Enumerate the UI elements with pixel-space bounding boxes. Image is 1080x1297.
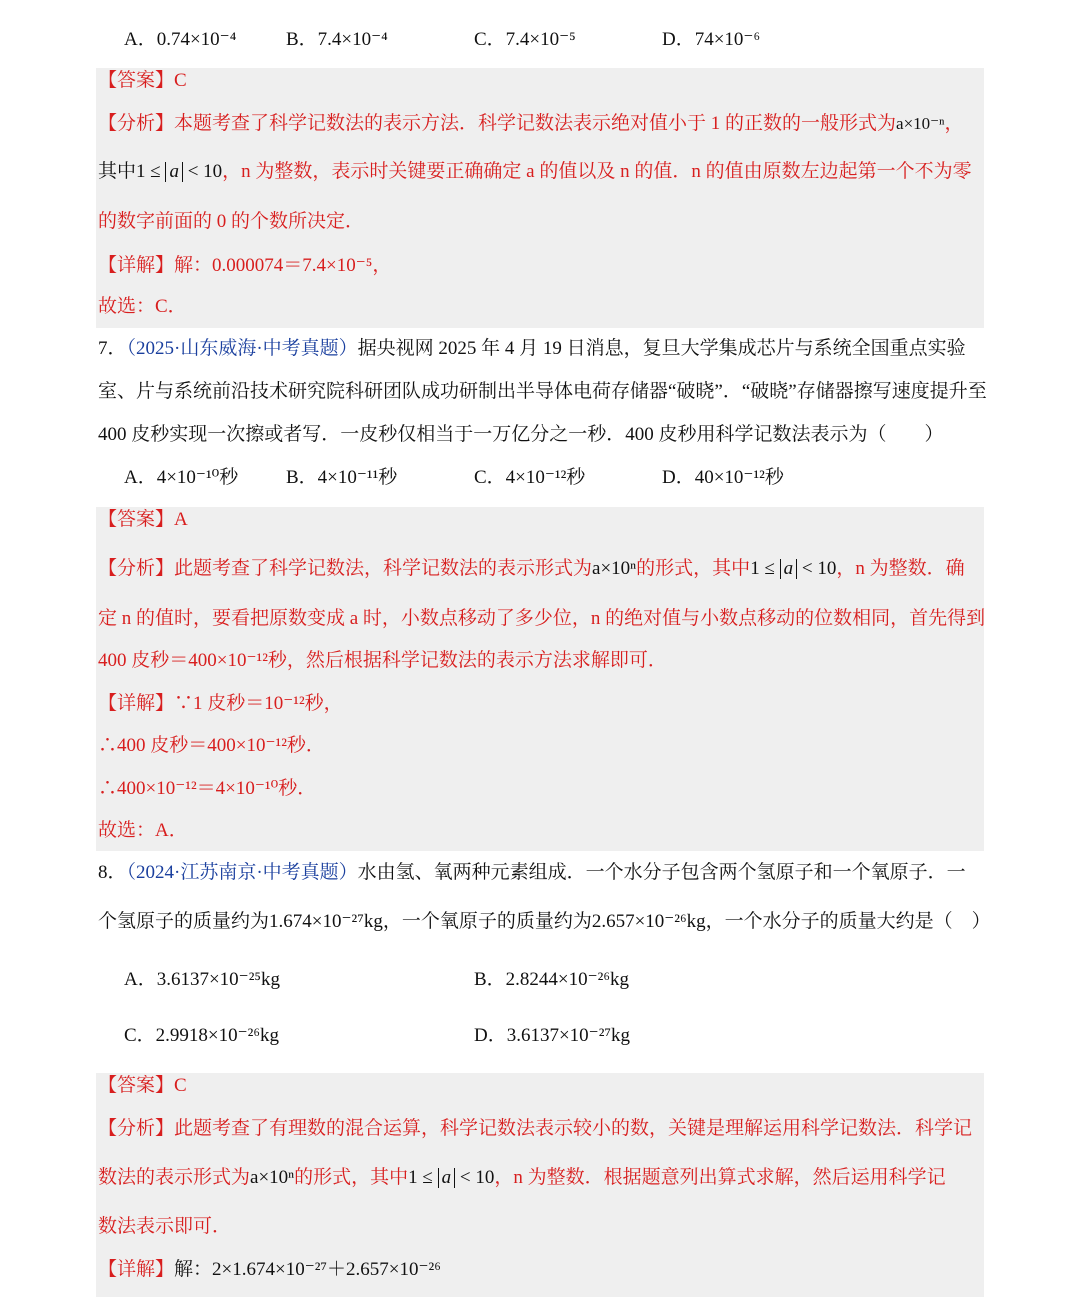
abs-a (438, 1168, 456, 1188)
q6-answer (98, 68, 187, 94)
range-suffix: < 10 (459, 1167, 495, 1188)
q6-option-d[interactable]: D．74×10⁻⁶ (662, 29, 761, 50)
q7-number: 7． (98, 338, 127, 359)
analysis-text: 本题考查了科学记数法的表示方法．科学记数法表示绝对值小于 1 的正数的一般形式为 (174, 113, 897, 134)
q8-stem-text-1: 水由氢、氧两种元素组成．一个水分子包含两个氢原子和一个氧原子．一 (357, 862, 966, 883)
q7-stem-line-3: 400 皮秒实现一次擦或者写．一皮秒仅相当于一万亿分之一秒．400 皮秒用科学记数法表示为（ ） (98, 424, 944, 445)
range-suffix: < 10 (801, 558, 837, 579)
q7-option-c[interactable]: C．4×10⁻¹²秒 (474, 467, 586, 488)
q8-answer (98, 1073, 187, 1099)
range-suffix: < 10 (187, 161, 223, 182)
answer-value: C (174, 1075, 187, 1096)
analysis-tag: 【分析】 (98, 1118, 175, 1139)
answer-value: C (174, 70, 187, 91)
q7-analysis-line-1 (98, 556, 965, 582)
q8-options (124, 967, 984, 1051)
q6-detail (98, 253, 391, 279)
q7-option-a[interactable]: A．4×10⁻¹⁰秒 (124, 467, 239, 488)
q8-source: （2024·江苏南京·中考真题） (126, 862, 358, 883)
analysis-text: 此题考查了有理数的混合运算，科学记数法表示较小的数，关键是理解运用科学记数法．科学记 (174, 1118, 973, 1139)
analysis-text: 此题考查了科学记数法，科学记数法的表示形式为 (174, 558, 593, 579)
detail-tag: 【详解】 (98, 255, 175, 276)
q8-option-c[interactable]: C．2.9918×10⁻²⁶kg (124, 1025, 279, 1046)
q6-conclusion: 故选：C． (98, 296, 187, 317)
q7-stem-text-1: 据央视网 2025 年 4 月 19 日消息，复旦大学集成芯片与系统全国重点实验 (357, 338, 966, 359)
analysis-text-c: ，n 为整数．确 (836, 558, 965, 579)
abs-a-value: a (169, 161, 179, 182)
q6-option-b[interactable]: B．7.4×10⁻⁴ (286, 29, 388, 50)
abs-a (165, 162, 183, 182)
abs-a-value: a (783, 558, 794, 579)
q8-option-b[interactable]: B．2.8244×10⁻²⁶kg (474, 969, 629, 990)
analysis-text-a: 数法的表示形式为 (98, 1167, 251, 1188)
formula-general: a×10ⁿ (592, 558, 637, 579)
detail-text: 解：2×1.674×10⁻²⁷＋2.657×10⁻²⁶ (174, 1259, 441, 1280)
q6-option-a[interactable]: A．0.74×10⁻⁴ (124, 29, 237, 50)
detail-text: 解：0.000074＝7.4×10⁻⁵， (174, 255, 392, 276)
range-le: 1 ≤ (408, 1167, 433, 1188)
q6-options (124, 27, 984, 53)
formula-general: a×10ⁿ (250, 1167, 295, 1188)
q7-conclusion: 故选：A． (98, 820, 188, 841)
q8-option-a[interactable]: A．3.6137×10⁻²⁵kg (124, 969, 281, 990)
q6-solution-box (96, 68, 984, 328)
q7-answer (98, 507, 188, 533)
q7-option-d[interactable]: D．40×10⁻¹²秒 (662, 467, 784, 488)
q8-stem-line-2: 个氢原子的质量约为1.674×10⁻²⁷kg，一个氧原子的质量约为2.657×10⁻²⁶kg，一个水分子的质量大约是（ ） (98, 911, 991, 932)
q8-analysis-line-1 (98, 1116, 972, 1142)
q7-detail-3: ∴400×10⁻¹²＝4×10⁻¹⁰秒． (98, 778, 317, 799)
answer-tag: 【答案】 (98, 509, 175, 530)
answer-tag: 【答案】 (98, 1075, 175, 1096)
q8-number: 8． (98, 862, 127, 883)
analysis-tag: 【分析】 (98, 113, 175, 134)
analysis-text-b: 的形式，其中 (636, 558, 751, 579)
range-le: 1 ≤ (750, 558, 775, 579)
q6-analysis-line-3: 的数字前面的 0 的个数所决定． (98, 211, 365, 232)
q8-detail (98, 1257, 441, 1283)
detail-text: ∵1 皮秒＝10⁻¹²秒， (174, 693, 343, 714)
q7-detail-1 (98, 691, 343, 717)
analysis-tag: 【分析】 (98, 558, 175, 579)
q7-option-b[interactable]: B．4×10⁻¹¹秒 (286, 467, 398, 488)
q7-detail-2: ∴400 皮秒＝400×10⁻¹²秒． (98, 735, 325, 756)
abs-a-value: a (441, 1167, 452, 1188)
q7-analysis-line-3: 400 皮秒＝400×10⁻¹²秒，然后根据科学记数法的表示方法求解即可． (98, 650, 667, 671)
q8-stem-line-1 (98, 860, 966, 886)
q6-analysis-line-1: 【分析】本题考查了科学记数法的表示方法．科学记数法表示绝对值小于 1 的正数的一般形式为a×10⁻ⁿ， (98, 113, 964, 134)
q8-analysis-line-3: 数法表示即可． (98, 1216, 232, 1237)
q8-option-d[interactable]: D．3.6137×10⁻²⁷kg (474, 1025, 631, 1046)
abs-a (780, 559, 798, 579)
formula-general-small: a×10⁻ⁿ (896, 114, 945, 133)
q6-option-c[interactable]: C．7.4×10⁻⁵ (474, 29, 576, 50)
analysis-text-b: 的形式，其中 (294, 1167, 409, 1188)
q7-options (124, 465, 984, 491)
q7-source: （2025·山东威海·中考真题） (126, 338, 358, 359)
answer-value: A (174, 509, 188, 530)
analysis-text-2: ，n 为整数，表示时关键要正确确定 a 的值以及 n 的值．n 的值由原数左边起第一个不为零 (222, 161, 972, 182)
q7-stem-line-2: 室、片与系统前沿技术研究院科研团队成功研制出半导体电荷存储器“破晓”．“破晓”存储器擦写速度提升至 (98, 381, 987, 402)
q8-analysis-line-2 (98, 1165, 946, 1191)
answer-tag: 【答案】 (98, 70, 175, 91)
q7-analysis-line-2: 定 n 的值时，要看把原数变成 a 时，小数点移动了多少位，n 的绝对值与小数点移动的位数相同，首先得到 (98, 608, 986, 629)
detail-tag: 【详解】 (98, 693, 175, 714)
detail-tag: 【详解】 (98, 1259, 175, 1280)
q7-stem-line-1 (98, 336, 966, 362)
range-prefix: 其中1 ≤ (98, 161, 161, 182)
q6-analysis-line-2 (98, 159, 972, 185)
analysis-text-c: ，n 为整数．根据题意列出算式求解，然后运用科学记 (494, 1167, 946, 1188)
